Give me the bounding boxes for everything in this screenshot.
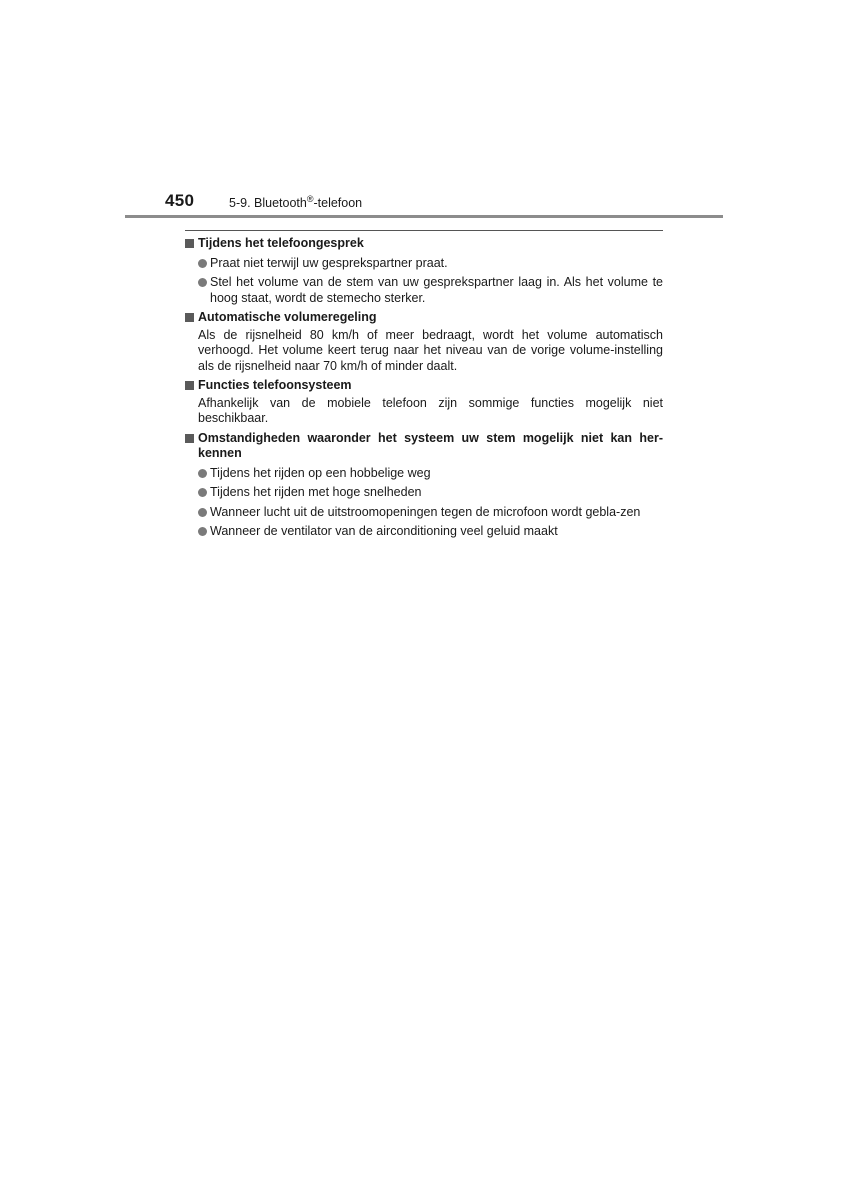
paragraph: Afhankelijk van de mobiele telefoon zijn sommige functies mogelijk niet beschikbaar. <box>198 395 663 425</box>
list-item <box>185 505 663 521</box>
list-item-text: Wanneer lucht uit de uitstroomopeningen tegen de microfoon wordt gebla-zen <box>210 504 641 519</box>
heading-text: Omstandigheden waaronder het systeem uw stem mogelijk niet kan her-kennen <box>198 430 663 460</box>
circle-bullet-icon <box>198 278 207 287</box>
section-heading <box>185 310 663 326</box>
circle-bullet-icon <box>198 527 207 536</box>
section-title <box>229 196 362 210</box>
registered-mark: ® <box>306 194 314 204</box>
list-item-text: Tijdens het rijden met hoge snelheden <box>210 485 422 499</box>
section-title-prefix: 5-9. Bluetooth <box>229 196 307 210</box>
square-bullet-icon <box>185 239 194 248</box>
list-item <box>185 275 663 306</box>
section-heading <box>185 236 663 252</box>
list-item-text: Praat niet terwijl uw gesprekspartner praat. <box>210 255 448 270</box>
list-item-text: Wanneer de ventilator van de airconditioning veel geluid maakt <box>210 524 558 538</box>
section-heading <box>185 378 663 394</box>
square-bullet-icon <box>185 313 194 322</box>
list-item <box>185 256 663 272</box>
header-rule <box>125 215 723 218</box>
heading-text: Automatische volumeregeling <box>198 310 377 324</box>
circle-bullet-icon <box>198 488 207 497</box>
list-item <box>185 524 663 540</box>
paragraph: Als de rijsnelheid 80 km/h of meer bedraagt, wordt het volume automatisch verhoogd. Het volume keert terug naar het niveau van de vorige volume-instelling als de rijsnelheid naar 70 km/h of minder daalt. <box>198 327 663 373</box>
list-item-text: Stel het volume van de stem van uw gesprekspartner laag in. Als het volume te hoog staat, wordt de stemecho sterker. <box>210 275 663 305</box>
list-item <box>185 485 663 501</box>
section-heading <box>185 431 663 462</box>
list-item-text: Tijdens het rijden op een hobbelige weg <box>210 465 431 480</box>
page-number: 450 <box>165 191 195 210</box>
circle-bullet-icon <box>198 508 207 517</box>
heading-text: Functies telefoonsysteem <box>198 378 352 392</box>
square-bullet-icon <box>185 434 194 443</box>
square-bullet-icon <box>185 381 194 390</box>
circle-bullet-icon <box>198 469 207 478</box>
list-item <box>185 466 663 482</box>
content-body <box>185 230 663 540</box>
circle-bullet-icon <box>198 259 207 268</box>
page-header <box>0 188 848 220</box>
section-title-suffix: -telefoon <box>313 196 363 210</box>
heading-text: Tijdens het telefoongesprek <box>198 236 364 250</box>
